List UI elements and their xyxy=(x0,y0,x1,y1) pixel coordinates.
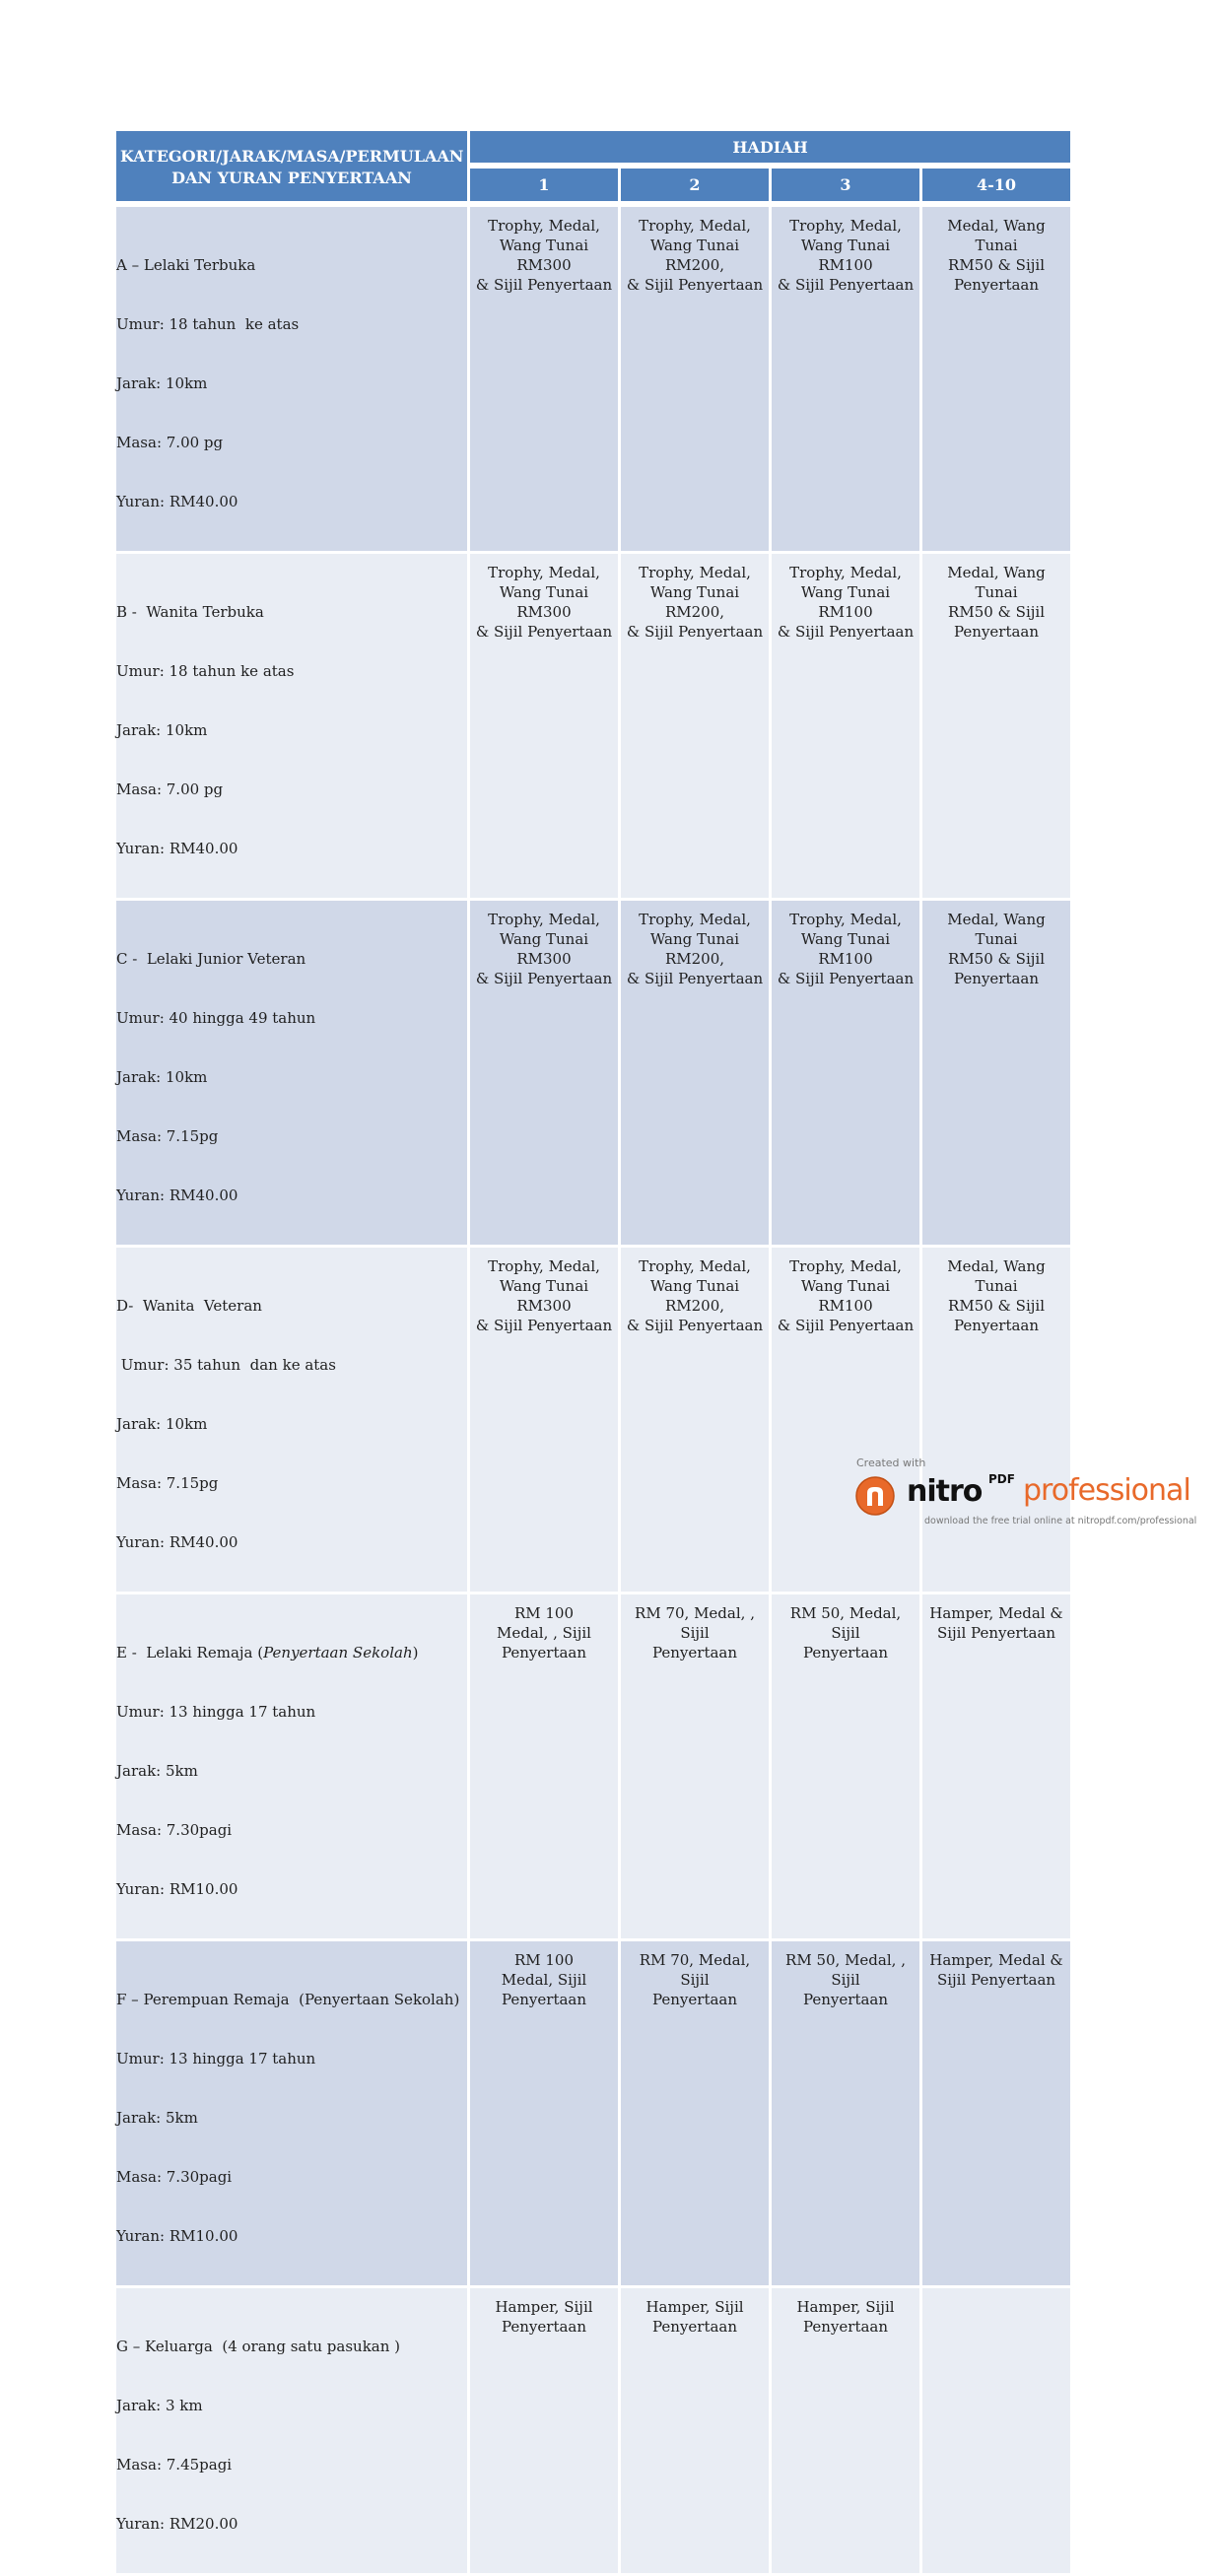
prize-cell-4-10: Hamper, Medal & Sijil Penyertaan xyxy=(922,1941,1070,2288)
prize-cell-3: Trophy, Medal, Wang Tunai RM100 & Sijil Penyertaan xyxy=(772,554,919,901)
prize-table xyxy=(113,131,1073,2576)
category-distance: Jarak: 5km xyxy=(116,2109,198,2127)
prize-cell-2: RM 70, Medal, Sijil Penyertaan xyxy=(621,1941,769,2288)
category-age: Umur: 35 tahun dan ke atas xyxy=(116,1356,336,1374)
category-age: Umur: 40 hingga 49 tahun xyxy=(116,1009,316,1027)
category-name-italic: Penyertaan Sekolah xyxy=(263,1644,413,1661)
prize-cell-2: Trophy, Medal, Wang Tunai RM200, & Sijil Penyertaan xyxy=(621,1248,769,1594)
prize-cell-1: RM 100 Medal, Sijil Penyertaan xyxy=(470,1941,618,2288)
category-cell xyxy=(116,207,467,554)
category-name: C - Lelaki Junior Veteran xyxy=(116,950,306,968)
category-fee: Yuran: RM40.00 xyxy=(116,1186,238,1204)
prize-cell-4-10: Hamper, Medal & Sijil Penyertaan xyxy=(922,1594,1070,1941)
place-header-2: 2 xyxy=(621,169,769,207)
category-distance: Jarak: 10km xyxy=(116,1415,208,1433)
category-cell xyxy=(116,1594,467,1941)
category-fee: Yuran: RM40.00 xyxy=(116,840,238,857)
prize-cell-4-10: Medal, Wang Tunai RM50 & Sijil Penyertaan xyxy=(922,901,1070,1248)
category-time: Masa: 7.45pagi xyxy=(116,2456,233,2474)
category-distance: Jarak: 3 km xyxy=(116,2397,203,2414)
category-fee: Yuran: RM40.00 xyxy=(116,1533,238,1551)
badge-product: professional xyxy=(1023,1473,1190,1508)
prize-cell-4-10: Medal, Wang Tunai RM50 & Sijil Penyertaan xyxy=(922,207,1070,554)
prize-cell-4-10 xyxy=(922,2288,1070,2576)
category-fee: Yuran: RM10.00 xyxy=(116,2227,238,2245)
prize-cell-2: Trophy, Medal, Wang Tunai RM200, & Sijil Penyertaan xyxy=(621,901,769,1248)
table-row xyxy=(116,207,1070,554)
category-fee: Yuran: RM40.00 xyxy=(116,493,238,510)
category-cell xyxy=(116,901,467,1248)
badge-brand: nitro xyxy=(907,1474,983,1509)
category-time: Masa: 7.15pg xyxy=(116,1474,219,1492)
badge-brand-sup: PDF xyxy=(988,1472,1015,1486)
category-name xyxy=(116,1643,467,1662)
prize-cell-1: Trophy, Medal, Wang Tunai RM300 & Sijil Penyertaan xyxy=(470,207,618,554)
category-age: Umur: 13 hingga 17 tahun xyxy=(116,1703,316,1721)
nitro-pdf-badge[interactable] xyxy=(853,1455,1198,1533)
category-distance: Jarak: 10km xyxy=(116,1068,208,1086)
category-name: A – Lelaki Terbuka xyxy=(116,256,256,274)
category-cell xyxy=(116,1941,467,2288)
prize-cell-2: Hamper, Sijil Penyertaan xyxy=(621,2288,769,2576)
category-time: Masa: 7.00 pg xyxy=(116,434,224,451)
category-fee: Yuran: RM10.00 xyxy=(116,1880,238,1898)
table-row xyxy=(116,554,1070,901)
category-fee: Yuran: RM20.00 xyxy=(116,2515,238,2533)
category-age: Umur: 18 tahun ke atas xyxy=(116,315,300,333)
table-row xyxy=(116,1941,1070,2288)
category-cell xyxy=(116,554,467,901)
prize-cell-3: Trophy, Medal, Wang Tunai RM100 & Sijil Penyertaan xyxy=(772,1248,919,1594)
prize-cell-3: Trophy, Medal, Wang Tunai RM100 & Sijil Penyertaan xyxy=(772,207,919,554)
prize-cell-1: Trophy, Medal, Wang Tunai RM300 & Sijil Penyertaan xyxy=(470,901,618,1248)
prize-cell-3: Hamper, Sijil Penyertaan xyxy=(772,2288,919,2576)
category-name: F – Perempuan Remaja (Penyertaan Sekolah) xyxy=(116,1991,460,2008)
prize-cell-1: Trophy, Medal, Wang Tunai RM300 & Sijil Penyertaan xyxy=(470,1248,618,1594)
category-name-prefix: E - Lelaki Remaja ( xyxy=(116,1644,264,1661)
nitro-flame-icon xyxy=(855,1476,895,1516)
category-age: Umur: 18 tahun ke atas xyxy=(116,662,295,680)
prize-cell-2: Trophy, Medal, Wang Tunai RM200, & Sijil Penyertaan xyxy=(621,207,769,554)
table-row xyxy=(116,1248,1070,1594)
prize-cell-1: Trophy, Medal, Wang Tunai RM300 & Sijil Penyertaan xyxy=(470,554,618,901)
prize-cell-3: Trophy, Medal, Wang Tunai RM100 & Sijil Penyertaan xyxy=(772,901,919,1248)
prize-cell-4-10: Medal, Wang Tunai RM50 & Sijil Penyertaan xyxy=(922,1248,1070,1594)
category-time: Masa: 7.15pg xyxy=(116,1127,219,1145)
prize-cell-2: RM 70, Medal, , Sijil Penyertaan xyxy=(621,1594,769,1941)
table-row xyxy=(116,901,1070,1248)
category-distance: Jarak: 5km xyxy=(116,1762,198,1780)
prize-cell-3: RM 50, Medal, , Sijil Penyertaan xyxy=(772,1941,919,2288)
place-header-3: 3 xyxy=(772,169,919,207)
category-cell xyxy=(116,1248,467,1594)
prize-cell-3: RM 50, Medal, Sijil Penyertaan xyxy=(772,1594,919,1941)
prize-cell-2: Trophy, Medal, Wang Tunai RM200, & Sijil Penyertaan xyxy=(621,554,769,901)
category-name: B - Wanita Terbuka xyxy=(116,603,264,621)
place-header-1: 1 xyxy=(470,169,618,207)
table-row xyxy=(116,2288,1070,2576)
table-row xyxy=(116,1594,1070,1941)
category-time: Masa: 7.00 pg xyxy=(116,780,224,798)
category-column-header: KATEGORI/JARAK/MASA/PERMULAAN DAN YURAN PENYERTAAN xyxy=(116,131,467,207)
category-cell xyxy=(116,2288,467,2576)
badge-created-with: Created with xyxy=(856,1457,926,1469)
prize-cell-4-10: Medal, Wang Tunai RM50 & Sijil Penyertaan xyxy=(922,554,1070,901)
category-time: Masa: 7.30pagi xyxy=(116,2168,233,2186)
category-distance: Jarak: 10km xyxy=(116,721,208,739)
category-name: G – Keluarga (4 orang satu pasukan ) xyxy=(116,2338,401,2355)
place-header-4-10: 4-10 xyxy=(922,169,1070,207)
category-name-suffix: ) xyxy=(412,1644,419,1661)
prize-cell-1: Hamper, Sijil Penyertaan xyxy=(470,2288,618,2576)
category-name: D- Wanita Veteran xyxy=(116,1297,262,1315)
category-time: Masa: 7.30pagi xyxy=(116,1821,233,1839)
badge-download-note[interactable]: download the free trial online at nitropdf.com/professional xyxy=(924,1516,1197,1526)
category-age: Umur: 13 hingga 17 tahun xyxy=(116,2050,316,2068)
prize-cell-1: RM 100 Medal, , Sijil Penyertaan xyxy=(470,1594,618,1941)
category-distance: Jarak: 10km xyxy=(116,374,208,392)
prize-group-header: HADIAH xyxy=(470,131,1070,169)
